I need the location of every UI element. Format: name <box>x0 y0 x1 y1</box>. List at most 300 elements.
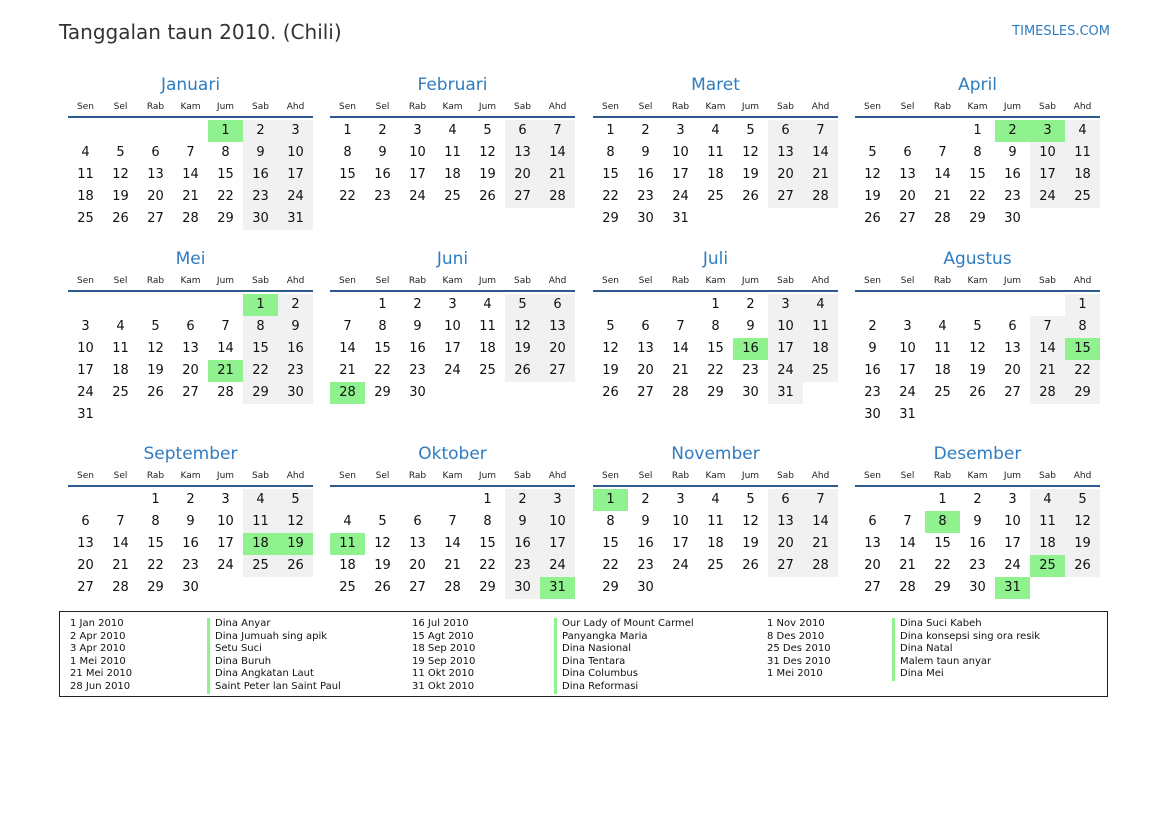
weekday-label: Kam <box>705 276 726 286</box>
day-cell: 11 <box>934 341 951 356</box>
month-name: November <box>671 444 760 464</box>
empty-cell <box>173 404 208 426</box>
day-cell: 31 <box>278 208 313 230</box>
holiday-name: Dina Anyar <box>207 618 341 631</box>
weekday-label: Sab <box>252 102 269 112</box>
day-cell: 29 <box>602 580 619 595</box>
day-cell: 15 <box>479 536 496 551</box>
day-cell: 5 <box>505 294 540 316</box>
day-cell: 10 <box>1004 514 1021 529</box>
day-cell: 5 <box>378 514 387 529</box>
day-cell: 21 <box>803 164 838 186</box>
empty-cell <box>173 294 208 316</box>
empty-cell <box>103 489 138 511</box>
day-cell: 9 <box>186 514 195 529</box>
day-cell: 30 <box>969 580 986 595</box>
weekday-label: Sel <box>113 276 128 286</box>
weekday-header <box>68 467 313 487</box>
day-cell: 22 <box>969 189 986 204</box>
weekday-label: Ahd <box>548 102 567 112</box>
empty-cell <box>925 294 960 316</box>
day-cell: 7 <box>803 120 838 142</box>
day-cell: 27 <box>409 580 426 595</box>
day-cell: 16 <box>637 536 654 551</box>
weekday-label: Sab <box>514 471 531 481</box>
day-cell: 18 <box>77 189 94 204</box>
day-cell: 20 <box>540 338 575 360</box>
day-cell: 27 <box>864 580 881 595</box>
month-calendar <box>593 72 838 230</box>
day-cell: 25 <box>444 189 461 204</box>
day-cell: 7 <box>540 120 575 142</box>
day-cell: 1 <box>151 492 160 507</box>
day-cell: 30 <box>505 577 540 599</box>
day-cell: 22 <box>479 558 496 573</box>
day-cell: 10 <box>77 341 94 356</box>
weekday-label: Kam <box>967 102 988 112</box>
weekday-header <box>593 272 838 292</box>
day-cell: 2 <box>973 492 982 507</box>
day-cell: 3 <box>676 123 685 138</box>
day-cell: 25 <box>803 360 838 382</box>
day-cell: 5 <box>151 319 160 334</box>
day-cell: 18 <box>444 167 461 182</box>
day-cell: 27 <box>77 580 94 595</box>
weekday-label: Rab <box>671 471 690 481</box>
day-cell: 15 <box>934 536 951 551</box>
day-cell: 20 <box>77 558 94 573</box>
weekday-label: Ahd <box>286 102 305 112</box>
day-cell: 8 <box>483 514 492 529</box>
empty-cell <box>208 577 243 599</box>
weekday-label: Sen <box>864 102 881 112</box>
week-row <box>855 489 1100 511</box>
day-cell: 6 <box>505 120 540 142</box>
day-cell: 28 <box>934 211 951 226</box>
week-row <box>855 555 1100 577</box>
day-cell: 27 <box>768 186 803 208</box>
day-cell: 30 <box>243 208 278 230</box>
weekday-label: Kam <box>442 276 463 286</box>
day-cell: 24 <box>1030 186 1065 208</box>
weekday-header <box>330 272 575 292</box>
day-cell: 28 <box>803 555 838 577</box>
day-cell: 4 <box>803 294 838 316</box>
holiday-day-cell: 31 <box>540 577 575 599</box>
weekday-label: Sen <box>602 471 619 481</box>
day-cell: 17 <box>672 536 689 551</box>
week-row <box>330 489 575 511</box>
week-row <box>855 208 1100 230</box>
day-cell: 11 <box>112 341 129 356</box>
week-row <box>68 360 313 382</box>
holiday-date: 15 Agt 2010 <box>412 630 474 642</box>
weekday-label: Sab <box>1039 276 1056 286</box>
day-cell: 27 <box>899 211 916 226</box>
day-cell: 11 <box>707 145 724 160</box>
day-cell: 9 <box>378 145 387 160</box>
month-name: Maret <box>691 75 740 95</box>
empty-cell <box>698 577 733 599</box>
day-cell: 2 <box>868 319 877 334</box>
day-cell: 10 <box>217 514 234 529</box>
weekday-label: Sen <box>77 276 94 286</box>
day-cell: 3 <box>221 492 230 507</box>
weekday-label: Sen <box>602 102 619 112</box>
day-cell: 18 <box>803 338 838 360</box>
day-cell: 20 <box>768 164 803 186</box>
week-row <box>68 511 313 533</box>
day-cell: 16 <box>409 341 426 356</box>
weekday-label: Rab <box>408 276 427 286</box>
day-cell: 23 <box>864 385 881 400</box>
weekday-label: Kam <box>180 276 201 286</box>
week-row <box>855 404 1100 426</box>
weekday-header <box>855 467 1100 487</box>
day-cell: 2 <box>378 123 387 138</box>
weekday-label: Ahd <box>548 471 567 481</box>
day-cell: 18 <box>934 363 951 378</box>
day-cell: 2 <box>186 492 195 507</box>
day-cell: 23 <box>637 558 654 573</box>
day-cell: 4 <box>938 319 947 334</box>
day-cell: 24 <box>444 363 461 378</box>
day-cell: 6 <box>1008 319 1017 334</box>
day-cell: 1 <box>378 297 387 312</box>
weekday-label: Sab <box>514 276 531 286</box>
day-cell: 22 <box>602 558 619 573</box>
empty-cell <box>995 404 1030 426</box>
day-cell: 30 <box>742 385 759 400</box>
month-name: Januari <box>160 75 221 95</box>
weekday-label: Rab <box>146 102 165 112</box>
empty-cell <box>663 577 698 599</box>
day-cell: 24 <box>1004 558 1021 573</box>
day-cell: 26 <box>864 211 881 226</box>
day-cell: 6 <box>903 145 912 160</box>
day-cell: 25 <box>112 385 129 400</box>
day-cell: 12 <box>505 316 540 338</box>
day-cell: 9 <box>243 142 278 164</box>
empty-cell <box>505 382 540 404</box>
week-row <box>855 120 1100 142</box>
day-cell: 2 <box>505 489 540 511</box>
day-cell: 10 <box>444 319 461 334</box>
holiday-name: Malem taun anyar <box>892 656 1040 669</box>
day-cell: 25 <box>934 385 951 400</box>
week-row <box>330 577 575 599</box>
day-cell: 5 <box>746 492 755 507</box>
day-cell: 2 <box>641 492 650 507</box>
day-cell: 21 <box>934 189 951 204</box>
day-cell: 4 <box>343 514 352 529</box>
day-cell: 13 <box>77 536 94 551</box>
weekday-label: Sen <box>339 471 356 481</box>
day-cell: 15 <box>339 167 356 182</box>
day-cell: 14 <box>803 142 838 164</box>
holiday-name: Setu Suci <box>207 643 341 656</box>
day-cell: 13 <box>637 341 654 356</box>
day-cell: 15 <box>217 167 234 182</box>
day-cell: 11 <box>1030 511 1065 533</box>
day-cell: 11 <box>444 145 461 160</box>
day-cell: 24 <box>278 186 313 208</box>
day-cell: 21 <box>182 189 199 204</box>
weekday-label: Sen <box>339 102 356 112</box>
day-cell: 24 <box>768 360 803 382</box>
day-cell: 14 <box>339 341 356 356</box>
day-cell: 5 <box>483 123 492 138</box>
day-cell: 6 <box>81 514 90 529</box>
day-cell: 13 <box>899 167 916 182</box>
holiday-day-cell: 1 <box>593 489 628 511</box>
day-cell: 23 <box>742 363 759 378</box>
empty-cell <box>540 382 575 404</box>
empty-cell <box>243 577 278 599</box>
week-row <box>68 142 313 164</box>
day-cell: 28 <box>112 580 129 595</box>
empty-cell <box>68 489 103 511</box>
day-cell: 7 <box>221 319 230 334</box>
day-cell: 19 <box>969 363 986 378</box>
day-cell: 25 <box>707 558 724 573</box>
day-cell: 14 <box>112 536 129 551</box>
holiday-day-cell: 11 <box>330 533 365 555</box>
day-cell: 17 <box>77 363 94 378</box>
day-cell: 13 <box>540 316 575 338</box>
day-cell: 29 <box>707 385 724 400</box>
week-row <box>593 511 838 533</box>
day-cell: 20 <box>864 558 881 573</box>
week-row <box>855 164 1100 186</box>
day-cell: 28 <box>217 385 234 400</box>
brand-link[interactable]: TIMESLES.COM <box>1012 24 1110 39</box>
day-cell: 22 <box>707 363 724 378</box>
holiday-day-cell: 19 <box>278 533 313 555</box>
week-row <box>330 142 575 164</box>
day-cell: 25 <box>339 580 356 595</box>
week-row <box>855 338 1100 360</box>
week-row <box>330 382 575 404</box>
holiday-name: Dina Natal <box>892 643 1040 656</box>
day-cell: 23 <box>182 558 199 573</box>
day-cell: 24 <box>409 189 426 204</box>
empty-cell <box>68 120 103 142</box>
weekday-label: Ahd <box>286 471 305 481</box>
holiday-day-cell: 8 <box>925 511 960 533</box>
day-cell: 5 <box>973 319 982 334</box>
day-cell: 8 <box>606 145 615 160</box>
day-cell: 17 <box>540 533 575 555</box>
day-cell: 6 <box>768 489 803 511</box>
week-row <box>593 294 838 316</box>
day-cell: 9 <box>641 145 650 160</box>
week-row <box>593 208 838 230</box>
day-cell: 23 <box>278 360 313 382</box>
week-row <box>593 186 838 208</box>
day-cell: 16 <box>864 363 881 378</box>
day-cell: 30 <box>1004 211 1021 226</box>
weekday-label: Sel <box>900 471 915 481</box>
weekday-label: Jum <box>741 276 760 286</box>
page-title: Tanggalan taun 2010. (Chili) <box>59 20 342 44</box>
day-cell: 29 <box>479 580 496 595</box>
day-cell: 22 <box>602 189 619 204</box>
month-name: Juni <box>436 249 469 269</box>
day-cell: 19 <box>147 363 164 378</box>
weekday-label: Sel <box>638 276 653 286</box>
day-cell: 2 <box>278 294 313 316</box>
weekday-label: Sen <box>602 276 619 286</box>
empty-cell <box>960 294 995 316</box>
holiday-name: Dina Buruh <box>207 656 341 669</box>
day-cell: 18 <box>339 558 356 573</box>
day-cell: 24 <box>540 555 575 577</box>
weekday-label: Rab <box>408 102 427 112</box>
day-cell: 28 <box>444 580 461 595</box>
empty-cell <box>663 294 698 316</box>
empty-cell <box>803 208 838 230</box>
holiday-name: Saint Peter lan Saint Paul <box>207 681 341 694</box>
holiday-date: 19 Sep 2010 <box>412 655 476 667</box>
day-cell: 6 <box>151 145 160 160</box>
day-cell: 12 <box>742 514 759 529</box>
holiday-name: Dina Suci Kabeh <box>892 618 1040 631</box>
day-cell: 9 <box>641 514 650 529</box>
empty-cell <box>400 489 435 511</box>
month-name: Oktober <box>418 444 487 464</box>
day-cell: 27 <box>768 555 803 577</box>
day-cell: 23 <box>374 189 391 204</box>
day-cell: 20 <box>147 189 164 204</box>
day-cell: 17 <box>672 167 689 182</box>
weekday-label: Jum <box>478 471 497 481</box>
weekday-label: Jum <box>216 276 235 286</box>
day-cell: 18 <box>1065 164 1100 186</box>
day-cell: 14 <box>899 536 916 551</box>
day-cell: 16 <box>505 533 540 555</box>
week-row <box>68 294 313 316</box>
empty-cell <box>470 382 505 404</box>
holiday-date: 11 Okt 2010 <box>412 668 475 680</box>
week-row <box>855 316 1100 338</box>
day-cell: 21 <box>444 558 461 573</box>
day-cell: 11 <box>803 316 838 338</box>
day-cell: 13 <box>182 341 199 356</box>
day-cell: 8 <box>243 316 278 338</box>
holiday-date: 1 Jan 2010 <box>70 618 124 629</box>
empty-cell <box>733 577 768 599</box>
week-row <box>68 316 313 338</box>
empty-cell <box>68 294 103 316</box>
empty-cell <box>925 120 960 142</box>
day-cell: 19 <box>479 167 496 182</box>
month-calendar <box>330 72 575 208</box>
week-row <box>330 360 575 382</box>
weekday-label: Rab <box>671 276 690 286</box>
empty-cell <box>138 120 173 142</box>
empty-cell <box>1065 577 1100 599</box>
empty-cell <box>855 489 890 511</box>
day-cell: 15 <box>969 167 986 182</box>
day-cell: 2 <box>746 297 755 312</box>
empty-cell <box>890 489 925 511</box>
week-row <box>68 338 313 360</box>
weekday-label: Rab <box>146 471 165 481</box>
day-cell: 12 <box>864 167 881 182</box>
week-row <box>593 164 838 186</box>
day-cell: 27 <box>182 385 199 400</box>
weekday-label: Kam <box>180 102 201 112</box>
weekday-label: Sab <box>777 102 794 112</box>
day-cell: 2 <box>641 123 650 138</box>
week-row <box>593 360 838 382</box>
empty-cell <box>435 382 470 404</box>
day-cell: 3 <box>448 297 457 312</box>
weekday-label: Jum <box>216 471 235 481</box>
day-cell: 7 <box>116 514 125 529</box>
weekday-label: Jum <box>1003 276 1022 286</box>
day-cell: 3 <box>81 319 90 334</box>
weekday-label: Kam <box>442 471 463 481</box>
day-cell: 20 <box>899 189 916 204</box>
day-cell: 2 <box>413 297 422 312</box>
day-cell: 24 <box>77 385 94 400</box>
empty-cell <box>208 404 243 426</box>
weekday-label: Sel <box>638 102 653 112</box>
day-cell: 30 <box>182 580 199 595</box>
day-cell: 28 <box>899 580 916 595</box>
day-cell: 20 <box>1004 363 1021 378</box>
day-cell: 8 <box>1065 316 1100 338</box>
holiday-list <box>59 611 1108 697</box>
day-cell: 6 <box>413 514 422 529</box>
day-cell: 29 <box>969 211 986 226</box>
week-row <box>330 533 575 555</box>
day-cell: 5 <box>1065 489 1100 511</box>
day-cell: 1 <box>606 123 615 138</box>
day-cell: 13 <box>147 167 164 182</box>
empty-cell <box>138 404 173 426</box>
day-cell: 29 <box>934 580 951 595</box>
day-cell: 12 <box>374 536 391 551</box>
day-cell: 1 <box>343 123 352 138</box>
day-cell: 22 <box>339 189 356 204</box>
weekday-header <box>68 98 313 118</box>
week-row <box>593 120 838 142</box>
day-cell: 15 <box>602 536 619 551</box>
holiday-day-cell: 1 <box>208 120 243 142</box>
empty-cell <box>1030 577 1065 599</box>
month-name: September <box>143 444 238 464</box>
weekday-label: Jum <box>478 276 497 286</box>
day-cell: 26 <box>602 385 619 400</box>
day-cell: 29 <box>243 382 278 404</box>
day-cell: 12 <box>602 341 619 356</box>
day-cell: 14 <box>540 142 575 164</box>
weekday-label: Sab <box>1039 471 1056 481</box>
holiday-name: Dina Reformasi <box>554 681 694 694</box>
empty-cell <box>1030 404 1065 426</box>
empty-cell <box>628 294 663 316</box>
weekday-label: Sel <box>375 102 390 112</box>
day-cell: 12 <box>1065 511 1100 533</box>
week-row <box>855 360 1100 382</box>
day-cell: 14 <box>444 536 461 551</box>
day-cell: 31 <box>899 407 916 422</box>
day-cell: 13 <box>409 536 426 551</box>
day-cell: 28 <box>803 186 838 208</box>
